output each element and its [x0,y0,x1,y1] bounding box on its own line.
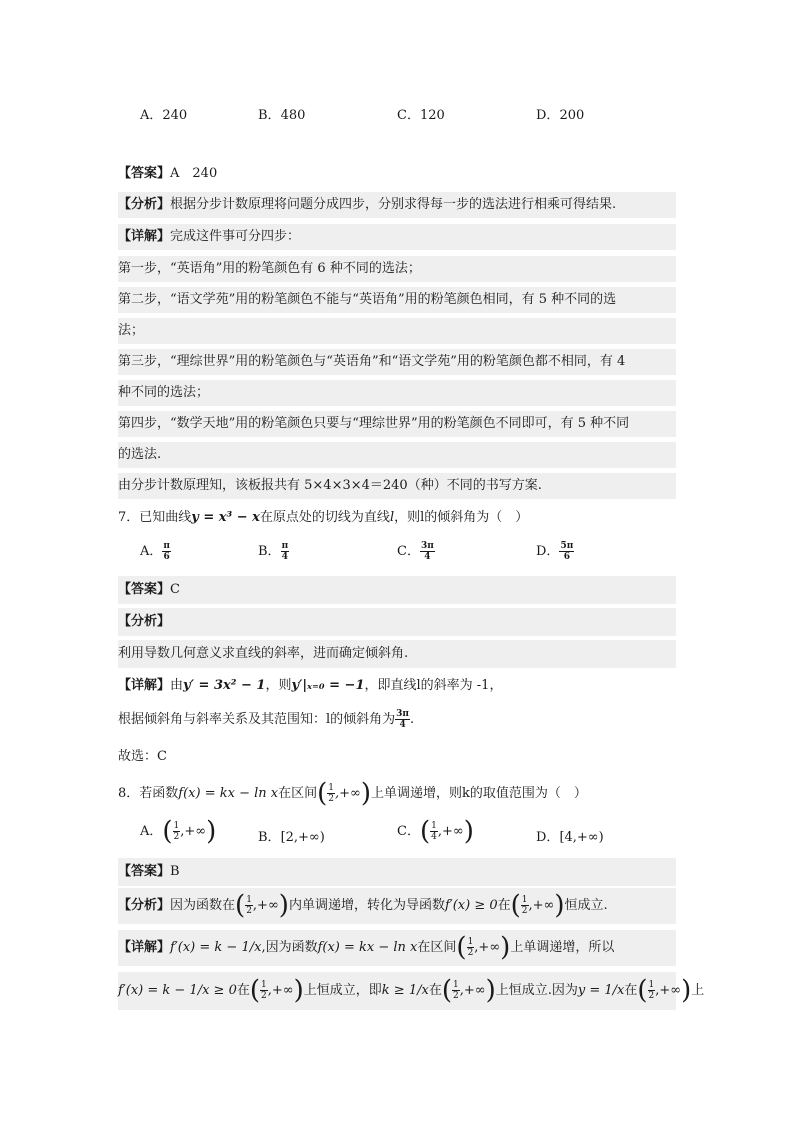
option-c: C．120 [397,108,445,123]
q6-step2b: 法； [118,318,676,344]
q6-step4a: 第四步，“数学天地”用的粉笔颜色只要与“理综世界”用的粉笔颜色不同即可，有 5 种不同 [118,411,676,437]
option-a: A．240 [140,108,188,123]
q8-answer: 【答案】B [118,858,676,886]
q8-option-d: D．[4,+∞) [536,830,604,845]
q7-option-d: D． $\frac{5\pi}{6}$ [536,541,574,562]
q6-detail: 【详解】完成这件事可分四步： [118,224,676,250]
q7-choose: 故选：C [118,749,167,764]
q7-answer: 【答案】C [118,576,676,604]
q7-detail2: 根据倾斜角与斜率关系及其范围知：l的倾斜角为 $\frac{3\pi}{4}$ . [118,709,415,730]
q7-option-a: A． $\frac{\pi}{6}$ [140,541,170,562]
q8-analysis: 【分析】因为函数在( $\frac{1}{2}$ ,+∞)内单调递增，转化为导函数f′(x) ≥ 0在( $\frac{1}{2}$ ,+∞)恒成立. [118,888,676,924]
option-b: B．480 [258,108,306,123]
option-d: D．200 [536,108,585,123]
q6-step1: 第一步，“英语角”用的粉笔颜色有 6 种不同的选法； [118,256,676,282]
q6-step4b: 的选法. [118,442,676,468]
q8-detail: 【详解】f′(x) = k − 1/x,因为函数f(x) = kx − ln x在区间( $\frac{1}{2}$ ,+∞)上单调递增，所以 [118,930,676,966]
q8-option-c: C．( $\frac{1}{4}$ ,+∞) [397,816,474,847]
q8-option-b: B．[2,+∞) [258,830,325,845]
q6-step3b: 种不同的选法； [118,380,676,406]
q8-option-a: A．( $\frac{1}{2}$ ,+∞) [140,816,217,847]
q7-analysis-tag: 【分析】 [118,608,676,636]
q6-step3a: 第三步，“理综世界”用的粉笔颜色与“英语角”和“语文学苑”用的粉笔颜色都不相同，有 4 [118,349,676,375]
q6-answer: 【答案】A 240 [118,166,218,181]
q7-option-b: B． $\frac{\pi}{4}$ [258,541,289,562]
q8-stem: 8．若函数f(x) = kx − ln x在区间( $\frac{1}{2}$ ,+∞)上单调递增，则k的取值范围为（ ） [118,778,587,809]
q7-analysis: 利用导数几何意义求直线的斜率，进而确定倾斜角. [118,640,676,668]
q7-stem: 7．已知曲线y = x³ − x在原点处的切线为直线l，则l的倾斜角为（ ） [118,510,529,525]
q7-option-c: C． $\frac{3\pi}{4}$ [397,541,434,562]
q6-conclusion: 由分步计数原理知，该板报共有 5×4×3×4＝240（种）不同的书写方案. [118,473,676,499]
q6-analysis: 【分析】根据分步计数原理将问题分成四步，分别求得每一步的选法进行相乘可得结果. [118,192,676,218]
q8-detail2: f′(x) = k − 1/x ≥ 0在( $\frac{1}{2}$ ,+∞)上恒成立，即k ≥ 1/x在( $\frac{1}{2}$ ,+∞)上恒成立.因为y = 1/x在( $\frac{1}{2}$ ,+∞)上 [118,972,676,1010]
q7-detail: 【详解】由y′ = 3x² − 1，则y′|ₓ₌₀ = −1，即直线l的斜率为 -1， [118,678,503,693]
q6-step2a: 第二步，“语文学苑”用的粉笔颜色不能与“英语角”用的粉笔颜色相同，有 5 种不同的选 [118,287,676,313]
